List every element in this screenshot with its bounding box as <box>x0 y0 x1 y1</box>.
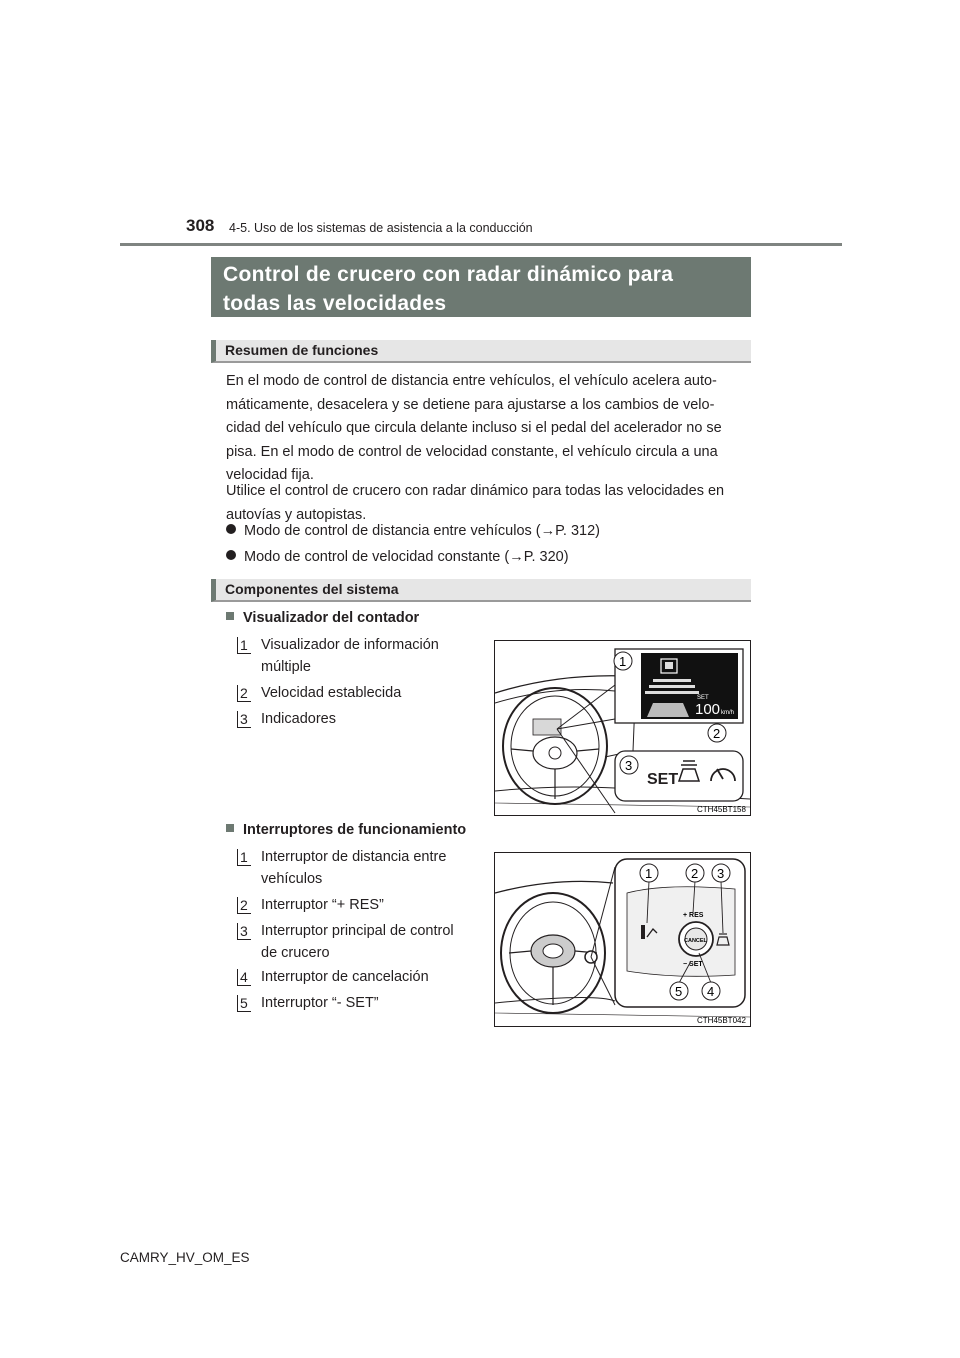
item-line: Visualizador de información <box>261 637 439 653</box>
interruptores-item-4 <box>261 966 481 988</box>
contador-item-3 <box>261 708 481 730</box>
bullet-dot-icon <box>226 550 236 560</box>
resumen-p1-line: pisa. En el modo de control de velocidad constante, el vehículo circula a una <box>226 443 718 460</box>
callout-4-icon <box>702 982 720 1000</box>
interruptores-heading-text: Interruptores de funcionamiento <box>243 822 467 838</box>
document-code: CAMRY_HV_OM_ES <box>120 1250 250 1265</box>
contador-item-2 <box>261 682 481 704</box>
display-speed-value: 100 <box>695 701 721 718</box>
contador-heading-text: Visualizador del contador <box>243 610 420 626</box>
callout-1-icon <box>640 864 658 882</box>
item-line: Interruptor “+ RES” <box>261 897 384 913</box>
resumen-heading: Resumen de funciones <box>211 340 751 363</box>
interruptores-item-3 <box>261 920 481 964</box>
callout-1-icon <box>614 652 632 670</box>
callout-2-icon <box>708 724 726 742</box>
callout-2-icon <box>686 864 704 882</box>
bullet-item <box>226 520 600 543</box>
item-number: 2 <box>237 685 251 702</box>
display-speed-unit: km/h <box>721 710 735 716</box>
resumen-p2-line: Utilice el control de crucero con radar dinámico para todas las velocidades en <box>226 483 725 499</box>
callout-5-icon <box>670 982 688 1000</box>
callout-3-icon <box>620 756 638 774</box>
contador-item-1 <box>261 634 481 678</box>
section-path: 4-5. Uso de los sistemas de asistencia a la conducción <box>229 221 533 235</box>
set-switch-label: − SET <box>683 961 703 968</box>
bullet-text: Modo de control de velocidad constante (→P. 320) <box>244 549 569 565</box>
callout-label: 1 <box>645 866 653 881</box>
item-number: 3 <box>237 711 251 728</box>
square-bullet-icon <box>226 612 234 620</box>
callout-label: 2 <box>691 866 699 881</box>
item-line: Interruptor principal de control <box>261 923 454 939</box>
item-line: vehículos <box>261 871 323 887</box>
callout-label: 3 <box>717 866 725 881</box>
item-line: Interruptor de distancia entre <box>261 849 447 865</box>
componentes-heading: Componentes del sistema <box>211 579 751 602</box>
item-number: 4 <box>237 969 251 986</box>
contador-heading <box>226 610 419 626</box>
resumen-p1-line: velocidad fija. <box>226 467 314 483</box>
interruptores-item-1 <box>261 846 481 890</box>
item-number: 1 <box>237 637 251 654</box>
switches-figure <box>494 852 751 1027</box>
resumen-paragraph-1 <box>226 370 746 488</box>
item-line: Interruptor de cancelación <box>261 969 429 985</box>
cancel-switch-label: CANCEL <box>684 938 707 944</box>
meter-display-illustration <box>495 641 750 815</box>
item-line: Velocidad establecida <box>261 685 402 701</box>
item-line: Indicadores <box>261 711 336 727</box>
square-bullet-icon <box>226 824 234 832</box>
item-line: Interruptor “- SET” <box>261 995 379 1011</box>
callout-3-icon <box>712 864 730 882</box>
item-number: 5 <box>237 995 251 1012</box>
header-rule <box>120 243 842 246</box>
display-set-label: SET <box>697 695 709 701</box>
resumen-p2-line: autovías y autopistas. <box>226 506 367 523</box>
item-line: múltiple <box>261 659 311 675</box>
interruptores-heading <box>226 822 466 838</box>
switches-illustration <box>495 853 750 1026</box>
page-title-line-1: Control de crucero con radar dinámico para <box>223 263 674 286</box>
item-number: 2 <box>237 897 251 914</box>
figure-code: CTH45BT158 <box>697 805 746 814</box>
resumen-p1-line: cidad del vehículo que circula delante incluso si el pedal del acelerador no se <box>226 420 722 436</box>
callout-label: 1 <box>619 654 627 669</box>
item-line: de crucero <box>261 945 330 961</box>
indicator-set-label: SET <box>647 771 679 788</box>
meter-display-figure <box>494 640 751 816</box>
bullet-dot-icon <box>226 524 236 534</box>
page-number: 308 <box>186 216 215 235</box>
callout-label: 3 <box>625 758 633 773</box>
item-number: 1 <box>237 849 251 866</box>
bullet-item <box>226 546 569 569</box>
interruptores-item-5 <box>261 992 481 1014</box>
callout-label: 5 <box>675 984 683 999</box>
interruptores-item-2 <box>261 894 481 916</box>
item-number: 3 <box>237 923 251 940</box>
callout-label: 4 <box>707 984 715 999</box>
resumen-p1-line: En el modo de control de distancia entre vehículos, el vehículo acelera auto- <box>226 373 717 389</box>
page-title-line-2: todas las velocidades <box>223 292 447 315</box>
resumen-p1-line: máticamente, desacelera y se detiene para ajustarse a los cambios de velo- <box>226 396 715 413</box>
callout-label: 2 <box>713 726 721 741</box>
figure-code: CTH45BT042 <box>697 1016 746 1025</box>
bullet-text: Modo de control de distancia entre vehículos (→P. 312) <box>244 523 600 539</box>
page-title <box>211 257 751 317</box>
res-switch-label: + RES <box>683 912 704 919</box>
